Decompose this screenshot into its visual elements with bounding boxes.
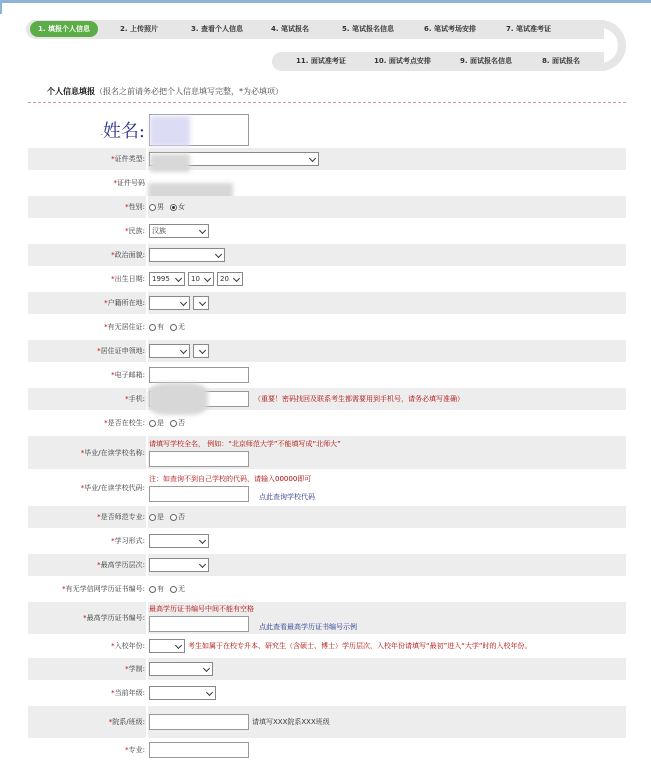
row-in-school: *是否在校生: 是 否 <box>28 411 626 435</box>
row-email: *电子邮箱: <box>28 363 626 387</box>
row-highest-level: *最高学历层次: <box>28 554 626 576</box>
gender-label: 性别: <box>128 203 145 211</box>
birth-year-select[interactable]: 1995 <box>149 272 185 286</box>
row-normal-major: *是否师范专业: 是 否 <box>28 506 626 528</box>
department-input[interactable] <box>149 714 249 730</box>
view-cert-example-link[interactable]: 点此查看最高学历证书编号示例 <box>259 623 357 631</box>
section-title-text: 个人信息填报 <box>47 87 95 96</box>
school-name-note: 请填写学校全名， 例如：“北京师范大学”不能填写成“北师大” <box>149 439 341 448</box>
in-school-yes-option[interactable]: 是 <box>149 418 164 428</box>
section-title <box>47 86 283 97</box>
section-note: （报名之前请务必把个人信息填写完整，*为必填项） <box>95 87 283 96</box>
birth-month-select[interactable]: 10 <box>188 272 214 286</box>
step-11-interview-admission-ticket[interactable]: 11. 面试准考证 <box>296 57 346 65</box>
row-school-name: *毕业/在读学校名称: 请填写学校全名， 例如：“北京师范大学”不能填写成“北师大” <box>28 436 626 469</box>
window-left-border <box>0 0 2 14</box>
row-political-status: *政治面貌: <box>28 244 626 266</box>
redacted-id-type <box>150 154 190 172</box>
school-name-label: 毕业/在读学校名称: <box>84 448 145 457</box>
permit-place-label: 居住证申领地: <box>100 347 145 355</box>
row-school-code: *毕业/在读学校代码: 注：如查询不到自己学校的代码，请输入00000即可 点此查询学校代码 <box>28 470 626 505</box>
step-4-written-signup[interactable]: 4. 笔试报名 <box>271 25 309 33</box>
step-5-written-signup-info[interactable]: 5. 笔试报名信息 <box>342 25 394 33</box>
study-form-select[interactable] <box>149 534 209 548</box>
email-input[interactable] <box>149 367 249 383</box>
name-label: 姓名: <box>102 121 145 142</box>
step-10-interview-venue[interactable]: 10. 面试考点安排 <box>374 57 431 65</box>
row-permit-place: *居住证申领地: <box>28 340 626 362</box>
entry-year-select[interactable] <box>149 639 185 653</box>
row-grade: *当前年级: <box>28 681 626 705</box>
row-study-form: *学习形式: <box>28 529 626 553</box>
gender-male-option[interactable]: 男 <box>149 202 164 212</box>
row-gender: *性别: 男 女 <box>28 196 626 218</box>
department-hint: 请填写XXX院系XXX班级 <box>252 718 330 726</box>
grade-select[interactable] <box>149 686 216 700</box>
redacted-name <box>150 116 190 146</box>
department-label: 院系/班级: <box>112 718 145 726</box>
in-school-no-option[interactable]: 否 <box>170 418 185 428</box>
ethnicity-label: 民族: <box>128 227 145 235</box>
duration-label: 学制: <box>128 665 145 673</box>
gender-female-radio[interactable] <box>170 204 177 211</box>
school-code-input[interactable] <box>149 486 249 502</box>
row-phone: *手机: （重要！密码找回及联系考生都需要用到手机号，请务必填写准确） <box>28 388 626 410</box>
row-residence-permit: *有无居住证: 有 无 <box>28 315 626 339</box>
hukou-label: 户籍所在地: <box>107 299 145 307</box>
step-2-upload-photo[interactable]: 2. 上传照片 <box>120 25 158 33</box>
normal-major-label: 是否师范专业: <box>100 513 145 521</box>
step-8-interview-signup[interactable]: 8. 面试报名 <box>542 57 580 65</box>
cert-number-input[interactable] <box>149 616 249 632</box>
row-xuexin-cert: *有无学信网学历证书编号: 有 无 <box>28 577 626 601</box>
hukou-city-select[interactable] <box>193 296 209 310</box>
birth-day-select[interactable]: 20 <box>217 272 243 286</box>
row-entry-year: *入校年份: 考生如属于在校专升本、研究生（含硕士、博士）学历层次，入校年份请填写“最初”进入“大学”时的入校年份。 <box>28 635 626 657</box>
step-1-fill-info[interactable]: 1. 填报个人信息 <box>30 21 98 37</box>
row-department: *院系/班级: 请填写XXX院系XXX班级 <box>28 706 626 738</box>
cert-number-label: 最高学历证书编号: <box>86 614 145 622</box>
permit-yes-option[interactable]: 有 <box>149 322 164 332</box>
normal-major-yes-radio[interactable] <box>149 514 156 521</box>
permit-province-select[interactable] <box>149 344 190 358</box>
normal-major-no-option[interactable]: 否 <box>170 512 185 522</box>
grade-label: 当前年级: <box>114 689 145 697</box>
major-label: 专业: <box>128 746 145 754</box>
school-name-input[interactable] <box>149 451 249 467</box>
highest-level-select[interactable] <box>149 558 209 572</box>
permit-city-select[interactable] <box>193 344 209 358</box>
xuexin-yes-radio[interactable] <box>149 586 156 593</box>
permit-no-option[interactable]: 无 <box>170 322 185 332</box>
duration-select[interactable] <box>149 662 213 676</box>
xuexin-yes-option[interactable]: 有 <box>149 584 164 594</box>
row-hukou: *户籍所在地: <box>28 292 626 314</box>
xuexin-no-radio[interactable] <box>170 586 177 593</box>
in-school-yes-radio[interactable] <box>149 420 156 427</box>
query-school-code-link[interactable]: 点此查询学校代码 <box>259 492 315 501</box>
section-divider <box>28 102 626 103</box>
phone-note: （重要！密码找回及联系考生都需要用到手机号，请务必填写准确） <box>254 395 464 403</box>
row-duration: *学制: <box>28 658 626 680</box>
row-birthdate: *出生日期: 1995 10 20 <box>28 267 626 291</box>
row-cert-number: *最高学历证书编号: 最高学历证书编号中间不能有空格 点此查看最高学历证书编号示例 <box>28 602 626 634</box>
window-top-border <box>0 0 651 3</box>
step-9-interview-signup-info[interactable]: 9. 面试报名信息 <box>460 57 512 65</box>
ethnicity-select[interactable]: 汉族 <box>149 224 209 238</box>
permit-yes-radio[interactable] <box>149 324 156 331</box>
hukou-province-select[interactable] <box>149 296 190 310</box>
row-id-number: *证件号码 <box>28 171 626 195</box>
permit-no-radio[interactable] <box>170 324 177 331</box>
step-6-written-exam-room[interactable]: 6. 笔试考场安排 <box>424 25 476 33</box>
xuexin-no-option[interactable]: 无 <box>170 584 185 594</box>
row-major: *专业: <box>28 739 626 761</box>
row-id-type: *证件类型: <box>28 148 626 170</box>
in-school-label: 是否在校生: <box>107 419 145 427</box>
xuexin-cert-label: 有无学信网学历证书编号: <box>65 585 145 593</box>
study-form-label: 学习形式: <box>114 537 145 545</box>
political-label: 政治面貌: <box>114 251 145 259</box>
normal-major-yes-option[interactable]: 是 <box>149 512 164 522</box>
step-3-view-info[interactable]: 3. 查看个人信息 <box>191 25 243 33</box>
id-type-label: 证件类型: <box>114 155 145 163</box>
id-number-label: 证件号码 <box>117 179 145 187</box>
entry-year-label: 入校年份: <box>114 642 145 650</box>
cert-number-note: 最高学历证书编号中间不能有空格 <box>149 605 254 613</box>
entry-year-note: 考生如属于在校专升本、研究生（含硕士、博士）学历层次，入校年份请填写“最初”进入“大学”时的入校年份。 <box>188 642 532 650</box>
school-code-note: 注：如查询不到自己学校的代码，请输入00000即可 <box>149 474 312 483</box>
email-label: 电子邮箱: <box>114 371 145 379</box>
residence-permit-label: 有无居住证: <box>107 323 145 331</box>
gender-male-radio[interactable] <box>149 204 156 211</box>
row-name: ·姓名: <box>28 113 626 147</box>
gender-female-option[interactable]: 女 <box>170 202 185 212</box>
school-code-label: 毕业/在读学校代码: <box>84 483 145 492</box>
phone-label: 手机: <box>128 395 145 403</box>
major-input[interactable] <box>149 742 249 758</box>
normal-major-no-radio[interactable] <box>170 514 177 521</box>
in-school-no-radio[interactable] <box>170 420 177 427</box>
political-select[interactable] <box>149 248 225 262</box>
highest-level-label: 最高学历层次: <box>100 561 145 569</box>
step-7-written-admission-ticket[interactable]: 7. 笔试准考证 <box>506 25 551 33</box>
row-ethnicity: *民族: 汉族 <box>28 219 626 243</box>
birthdate-label: 出生日期: <box>114 275 145 283</box>
